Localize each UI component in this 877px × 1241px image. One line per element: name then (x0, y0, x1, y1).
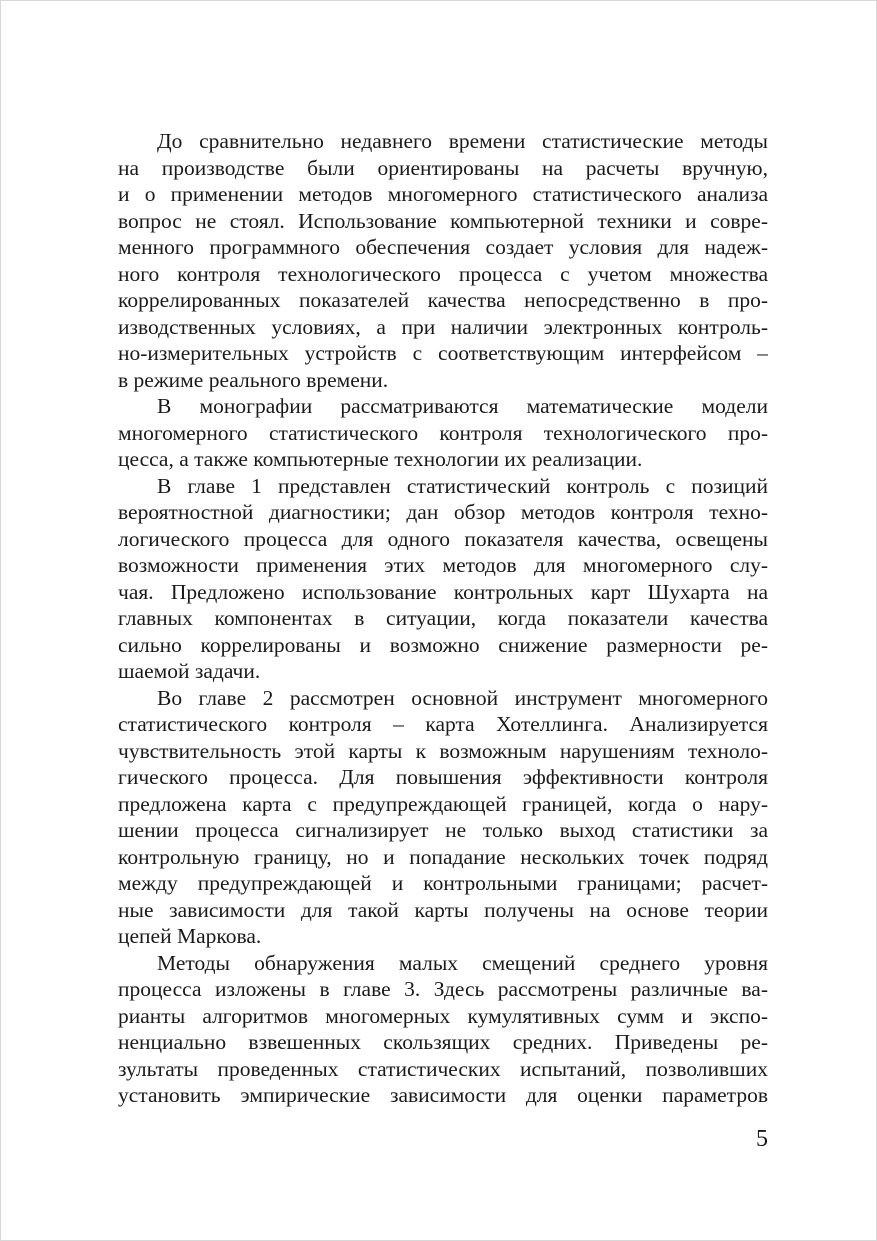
text-line: на производстве были ориентированы на расчеты вручную, (118, 155, 768, 180)
text-line: в режиме реального времени. (118, 367, 389, 392)
text-line: установить эмпирические зависимости для оценки параметров (118, 1083, 768, 1107)
text-line: предложена карта с предупреждающей границей, когда о нару- (118, 791, 768, 816)
paragraph (118, 950, 768, 1109)
paragraph (118, 393, 768, 473)
text-line: Методы обнаружения малых смещений среднего уровня (157, 950, 768, 975)
text-line: В главе 1 представлен статистический контроль с позиций (157, 473, 768, 498)
paragraph (118, 473, 768, 685)
text-line: и о применении методов многомерного статистического анализа (118, 182, 768, 206)
text-line: многомерного статистического контроля технологического про- (118, 420, 768, 445)
text-line: шаемой задачи. (118, 659, 261, 683)
text-line: вопрос не стоял. Использование компьютерной техники и совре- (118, 208, 768, 233)
text-line: цесса, а также компьютерные технологии их реализации. (118, 447, 643, 471)
page-number: 5 (756, 1126, 768, 1152)
text-line: процесса изложены в главе 3. Здесь рассмотрены различные ва- (118, 977, 768, 1001)
text-line: но-измерительных устройств с соответствующим интерфейсом – (118, 341, 768, 365)
text-line: контрольную границу, но и попадание нескольких точек подряд (118, 844, 768, 869)
text-line: логического процесса для одного показателя качества, освещены (118, 526, 768, 551)
text-line: ненциально взвешенных скользящих средних. Приведены ре- (118, 1030, 768, 1054)
text-line: статистического контроля – карта Хотеллинга. Анализируется (118, 712, 768, 736)
text-line: цепей Маркова. (118, 924, 262, 948)
text-line: коррелированных показателей качества непосредственно в про- (118, 288, 768, 312)
text-line: рианты алгоритмов многомерных кумулятивных сумм и экспо- (118, 1003, 768, 1028)
text-line: возможности применения этих методов для многомерного слу- (118, 553, 768, 577)
text-line: между предупреждающей и контрольными границами; расчет- (118, 871, 768, 895)
text-line: чувствительность этой карты к возможным нарушениям техноло- (118, 738, 768, 763)
text-line: шении процесса сигнализирует не только выход статистики за (118, 818, 768, 842)
text-line: зультаты проведенных статистических испытаний, позволивших (118, 1056, 768, 1081)
text-line: менного программного обеспечения создает условия для надеж- (118, 235, 768, 259)
body-text (118, 128, 768, 1109)
text-line: вероятностной диагностики; дан обзор методов контроля техно- (118, 500, 768, 524)
paragraph (118, 128, 768, 393)
text-line: изводственных условиях, а при наличии электронных контроль- (118, 314, 768, 339)
text-line: ного контроля технологического процесса с учетом множества (118, 261, 768, 286)
paragraph (118, 685, 768, 950)
text-line: чая. Предложено использование контрольных карт Шухарта на (118, 579, 768, 604)
text-line: В монографии рассматриваются математические модели (157, 394, 768, 418)
text-line: главных компонентах в ситуации, когда показатели качества (118, 606, 768, 630)
text-line: гического процесса. Для повышения эффективности контроля (118, 765, 768, 789)
text-line: Во главе 2 рассмотрен основной инструмент многомерного (157, 685, 768, 710)
text-line: сильно коррелированы и возможно снижение размерности ре- (118, 632, 768, 657)
text-line: ные зависимости для такой карты получены на основе теории (118, 897, 768, 922)
text-line: До сравнительно недавнего времени статистические методы (157, 129, 768, 153)
